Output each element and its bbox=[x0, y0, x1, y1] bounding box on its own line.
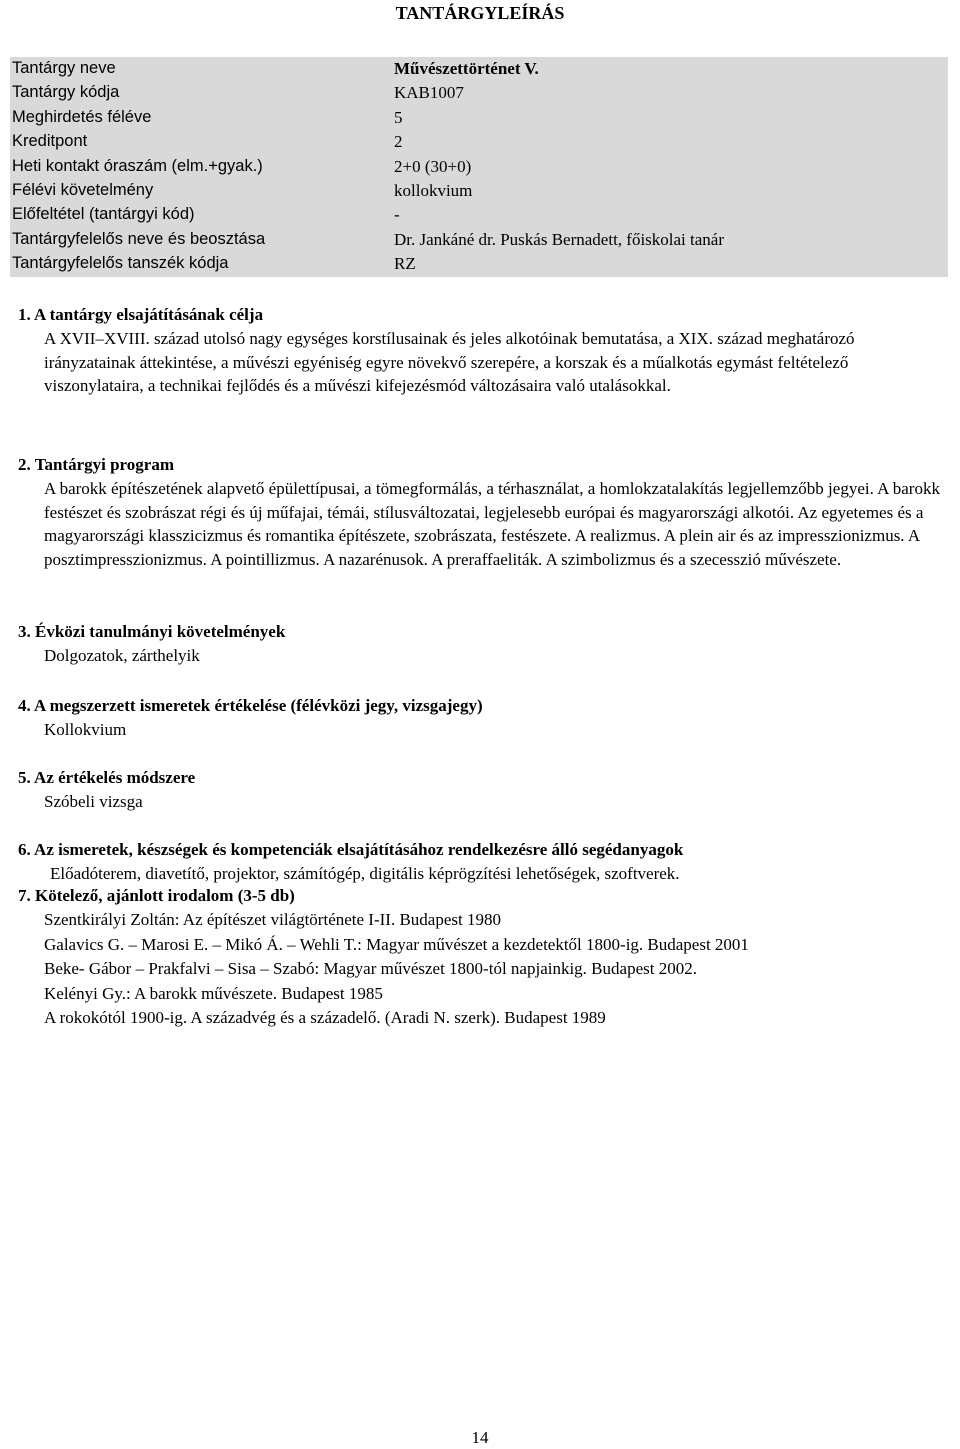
section-heading: 5. Az értékelés módszere bbox=[18, 768, 196, 787]
page-number: 14 bbox=[471, 1428, 489, 1447]
info-value: 5 bbox=[394, 107, 403, 127]
literature-item: Galavics G. – Marosi E. – Mikó Á. – Wehli T.: Magyar művészet a kezdetektől 1800-ig. Budapest 2001 bbox=[44, 934, 749, 954]
section-body: A barokk építészetének alapvető épülettípusai, a tömegformálás, a térhasználat, a homlokzatalakítás legjellemzőbb jegyei. A barokk festészet és szobrászat régi és új műfajai, témái, stílusváltozatai, legjelesebb európai és magyarországi alkotói. Az egyetemes és a magyarországi klasszicizmus és romantika építészete, szobrászata, festészete. A realizmus. A plein air és az impresszionizmus. A posztimpresszionizmus. A pointillizmus. A nazarénusok. A preraffaeliták. A szimbolizmus és a szecesszió művészete. bbox=[44, 479, 940, 569]
info-value: kollokvium bbox=[394, 180, 473, 200]
info-label: Tantárgyfelelős tanszék kódja bbox=[12, 254, 229, 273]
literature-item: Kelényi Gy.: A barokk művészete. Budapest 1985 bbox=[44, 983, 383, 1003]
section-aim bbox=[18, 303, 943, 398]
info-row-responsible bbox=[10, 228, 948, 252]
info-label: Tantárgy kódja bbox=[12, 83, 120, 102]
section-body: Előadóterem, diavetítő, projektor, számítógép, digitális képrögzítési lehetőségek, szoftverek. bbox=[50, 864, 680, 883]
info-value: 2 bbox=[394, 132, 403, 152]
info-label: Tantárgyfelelős neve és beosztása bbox=[12, 229, 266, 248]
section-program bbox=[18, 453, 943, 571]
section-body: A XVII–XVIII. század utolsó nagy egységes korstílusainak és jeles alkotóinak bemutatása, a XIX. század meghatározó irányzatainak áttekintése, a művészi egyéniség egyre növekvő szerepére, a korszak és a műalkotás egymást feltételező viszonylataira, a technikai fejlődés és a művészi kifejezésmód változásaira való utalásokkal. bbox=[44, 329, 855, 396]
info-row-prerequisite bbox=[10, 203, 948, 227]
section-heading: 6. Az ismeretek, készségek és kompetenciák elsajátításához rendelkezésre álló segédanyagok bbox=[18, 840, 684, 859]
info-label: Kreditpont bbox=[12, 132, 88, 151]
section-resources bbox=[18, 838, 943, 886]
section-evaluation-method bbox=[18, 766, 943, 814]
info-row-credits bbox=[10, 130, 948, 154]
section-body: Kollokvium bbox=[44, 720, 127, 739]
section-requirements bbox=[18, 620, 943, 668]
info-value: Művészettörténet V. bbox=[394, 59, 539, 78]
course-info-table bbox=[10, 57, 948, 277]
info-value: Dr. Jankáné dr. Puskás Bernadett, főiskolai tanár bbox=[394, 229, 725, 249]
section-heading: 2. Tantárgyi program bbox=[18, 455, 175, 474]
section-body: Szóbeli vizsga bbox=[44, 792, 143, 811]
section-heading: 3. Évközi tanulmányi követelmények bbox=[18, 622, 286, 641]
literature-item: Beke- Gábor – Prakfalvi – Sisa – Szabó: Magyar művészet 1800-tól napjainkig. Budapest 2002. bbox=[44, 959, 697, 979]
info-value: KAB1007 bbox=[394, 83, 464, 103]
info-label: Félévi követelmény bbox=[12, 180, 154, 199]
info-value: RZ bbox=[394, 254, 416, 274]
info-value: - bbox=[394, 205, 400, 225]
info-label: Előfeltétel (tantárgyi kód) bbox=[12, 205, 195, 224]
literature-item: A rokokótól 1900-ig. A századvég és a századelő. (Aradi N. szerk). Budapest 1989 bbox=[44, 1008, 606, 1028]
section-heading: 4. A megszerzett ismeretek értékelése (félévközi jegy, vizsgajegy) bbox=[18, 696, 483, 715]
info-value: 2+0 (30+0) bbox=[394, 156, 472, 176]
info-row-course-name bbox=[10, 57, 948, 81]
info-row-department bbox=[10, 252, 948, 276]
section-heading: 1. A tantárgy elsajátításának célja bbox=[18, 305, 264, 324]
section-heading: 7. Kötelező, ajánlott irodalom (3-5 db) bbox=[18, 886, 295, 905]
section-literature bbox=[18, 884, 943, 1031]
literature-list bbox=[18, 908, 943, 1031]
section-body: Dolgozatok, zárthelyik bbox=[44, 646, 200, 665]
info-label: Meghirdetés féléve bbox=[12, 107, 152, 126]
document-title: TANTÁRGYLEÍRÁS bbox=[395, 3, 565, 23]
section-assessment bbox=[18, 694, 943, 742]
info-row-course-code bbox=[10, 81, 948, 105]
info-row-requirement bbox=[10, 179, 948, 203]
literature-item: Szentkirályi Zoltán: Az építészet világtörténete I-II. Budapest 1980 bbox=[44, 910, 501, 929]
info-label: Tantárgy neve bbox=[12, 59, 116, 77]
info-row-contact-hours bbox=[10, 155, 948, 179]
info-row-semester bbox=[10, 106, 948, 130]
info-label: Heti kontakt óraszám (elm.+gyak.) bbox=[12, 156, 263, 175]
